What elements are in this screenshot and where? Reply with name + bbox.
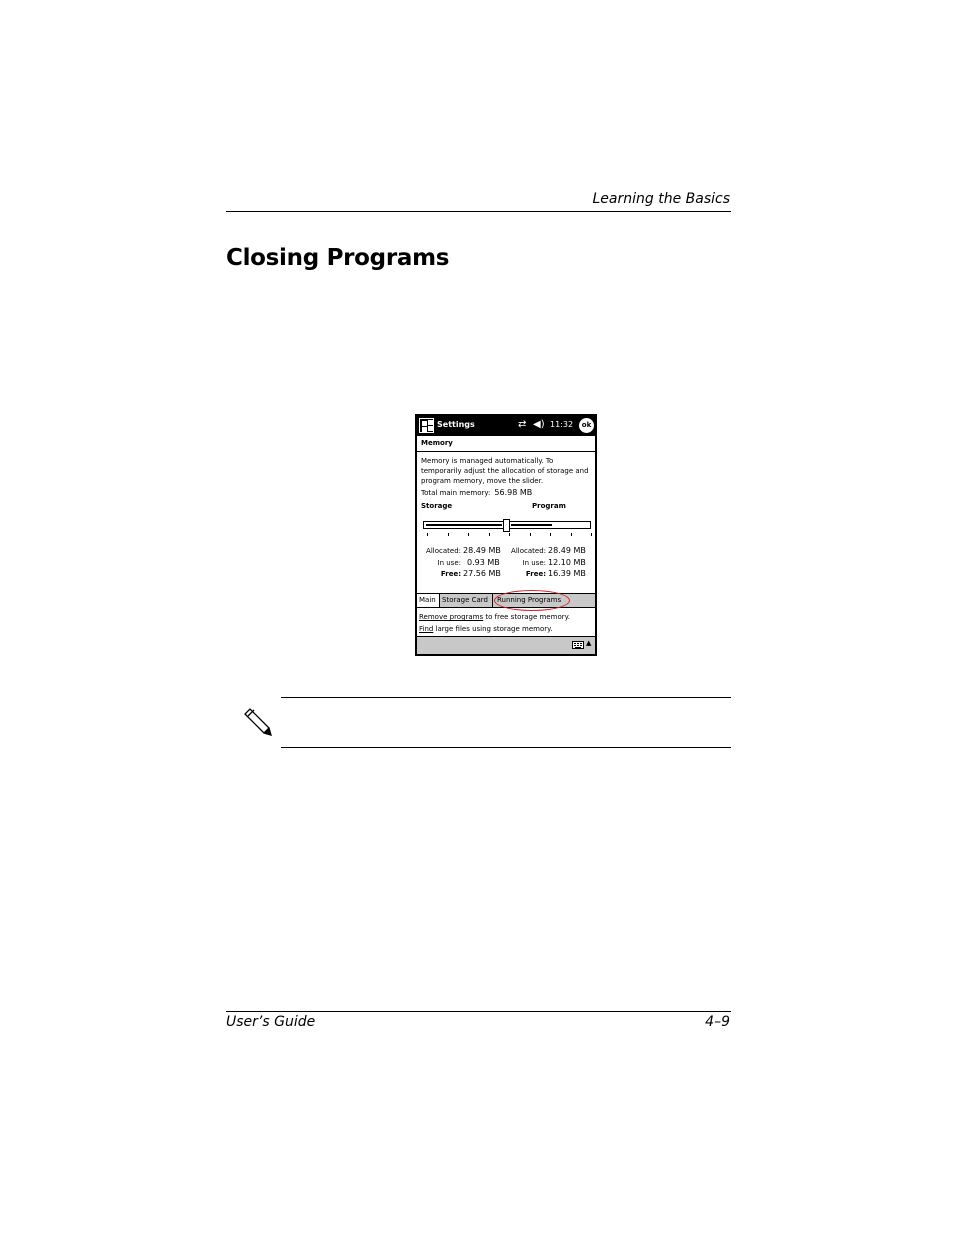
highlight-circle: [494, 590, 570, 611]
slider-tick: [509, 533, 510, 536]
pda-app-title: Settings: [437, 420, 475, 429]
tab-main[interactable]: Main: [417, 594, 440, 607]
pencil-icon: [240, 706, 276, 738]
program-in-use: In use: 12.10 MB: [522, 558, 586, 567]
find-files-row: Find large files using storage memory.: [419, 625, 553, 633]
ok-button[interactable]: ok: [579, 418, 594, 433]
slider-tick: [448, 533, 449, 536]
note-top-rule: [281, 697, 731, 698]
program-free: Free: 16.39 MB: [525, 569, 586, 578]
storage-free: Free: 27.56 MB: [440, 569, 501, 578]
note-bottom-rule: [281, 747, 731, 748]
program-allocated: Allocated: 28.49 MB: [511, 546, 586, 555]
slider-fill-program: [511, 524, 552, 526]
remove-programs-row: Remove programs to free storage memory.: [419, 613, 570, 621]
storage-in-use: In use: 0.93 MB: [437, 558, 500, 567]
footer-rule: [226, 1011, 731, 1012]
memory-section-title: Memory: [421, 439, 453, 447]
slider-tick: [468, 533, 469, 536]
slider-tick: [571, 533, 572, 536]
total-memory-value: 56.98 MB: [494, 488, 533, 497]
speaker-icon[interactable]: ◀): [533, 419, 545, 430]
clock-text[interactable]: 11:32: [550, 420, 574, 429]
program-label: Program: [532, 502, 566, 510]
sync-icon[interactable]: ⇄: [518, 419, 527, 430]
slider-fill-storage: [426, 524, 502, 526]
pda-screenshot: [415, 414, 597, 656]
keyboard-icon[interactable]: [572, 641, 584, 649]
input-panel-arrow-icon[interactable]: ▲: [586, 639, 592, 647]
total-memory: [421, 488, 532, 497]
storage-label: Storage: [421, 502, 453, 510]
slider-thumb[interactable]: [503, 519, 510, 532]
slider-tick: [427, 533, 428, 536]
find-link[interactable]: Find: [419, 625, 434, 633]
total-memory-label: Total main memory:: [421, 489, 491, 497]
slider-tick: [489, 533, 490, 536]
storage-allocated: Allocated: 28.49 MB: [426, 546, 501, 555]
tab-storage-card[interactable]: Storage Card: [440, 594, 493, 607]
footer-page-number: 4–9: [705, 1014, 730, 1030]
header-rule: [226, 211, 731, 212]
slider-tick: [530, 533, 531, 536]
memory-description: Memory is managed automatically. To temporarily adjust the allocation of storage and program memory, move the slider.: [421, 457, 589, 485]
footer-left: User’s Guide: [226, 1014, 316, 1030]
section-divider: [417, 451, 595, 452]
remove-programs-link[interactable]: Remove programs: [419, 613, 484, 621]
pda-title-bar: [417, 416, 595, 436]
page-header-title: Learning the Basics: [592, 191, 730, 207]
slider-tick: [550, 533, 551, 536]
tab-running-programs[interactable]: Running Programs: [497, 596, 562, 604]
slider-tick: [591, 533, 592, 536]
memory-slider[interactable]: [423, 521, 591, 529]
page-title: Closing Programs: [226, 245, 450, 271]
windows-start-icon[interactable]: [419, 418, 434, 433]
bottom-command-bar: [417, 637, 595, 654]
